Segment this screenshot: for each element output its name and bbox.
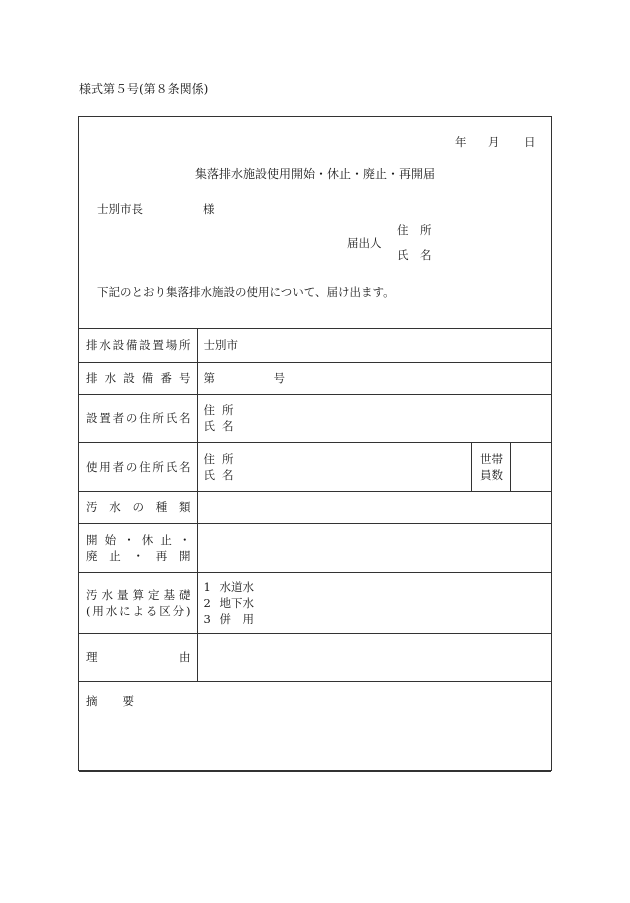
user-address-label-2: 所 xyxy=(222,451,234,466)
date-year-label: 年 xyxy=(455,135,467,149)
summary-label-b: 要 xyxy=(122,693,134,708)
fields-table xyxy=(79,329,551,772)
calc-basis-label-cell xyxy=(79,572,197,633)
addressee-honorific: 様 xyxy=(203,202,215,216)
notifier-label: 届出人 xyxy=(347,236,382,250)
form-frame xyxy=(78,116,552,771)
reason-label-cell xyxy=(79,633,197,681)
calc-option-1[interactable]: 1 水道水 xyxy=(203,579,254,594)
location-label: 排 水 設 備 設 置 場 所 xyxy=(86,338,191,353)
location-value-cell[interactable] xyxy=(197,329,551,362)
table-row-status xyxy=(79,523,551,572)
number-label: 排 水 設 備 番 号 xyxy=(86,371,191,385)
reason-label-b: 由 xyxy=(179,650,191,664)
table-row-summary xyxy=(79,681,551,771)
date-month-label: 月 xyxy=(488,135,500,149)
user-value-cell[interactable] xyxy=(197,442,472,491)
status-label-line2: 廃 止 ・ 再 開 xyxy=(86,548,191,563)
household-label-cell xyxy=(472,442,511,491)
household-label-line2: 員数 xyxy=(479,467,503,482)
installer-address-label-2: 所 xyxy=(222,403,234,417)
user-name-label-2: 名 xyxy=(222,467,234,482)
user-address-label: 住 xyxy=(203,451,215,466)
location-value: 士別市 xyxy=(203,338,238,353)
user-label-cell xyxy=(79,442,197,491)
form-number: 様式第５号(第８条関係) xyxy=(79,82,209,96)
notifier-address-label: 住 所 xyxy=(397,223,432,237)
summary-label-a: 摘 xyxy=(86,693,98,708)
table-row-user xyxy=(79,442,551,491)
statement-text: 下記のとおり集落排水施設の使用について、届け出ます。 xyxy=(97,285,395,299)
summary-cell[interactable] xyxy=(79,681,551,771)
reason-value-cell[interactable] xyxy=(197,633,551,681)
status-label-line1: 開 始 ・ 休 止 ・ xyxy=(86,532,191,547)
table-row-calc-basis xyxy=(79,572,551,633)
number-suffix: 号 xyxy=(273,371,285,385)
status-label-cell xyxy=(79,523,197,572)
calc-option-3[interactable]: 3 併 用 xyxy=(203,611,254,626)
notifier-name-label: 氏 名 xyxy=(397,248,432,262)
form-header xyxy=(79,117,551,329)
table-row-installer xyxy=(79,394,551,442)
number-value-cell[interactable] xyxy=(197,362,551,394)
installer-value-cell[interactable] xyxy=(197,394,551,442)
table-row-reason xyxy=(79,633,551,681)
calc-option-2[interactable]: 2 地下水 xyxy=(203,595,254,610)
calc-basis-label-line2: ( 用 水 に よ る 区 分 ) xyxy=(86,603,191,618)
installer-name-label: 氏 xyxy=(203,419,215,433)
sewage-type-value-cell[interactable] xyxy=(197,491,551,523)
number-label-cell xyxy=(79,362,197,394)
number-prefix: 第 xyxy=(203,371,215,385)
date-day-label: 日 xyxy=(524,135,536,149)
household-value-cell[interactable] xyxy=(511,442,551,491)
reason-label-a: 理 xyxy=(86,650,98,664)
table-row-sewage-type xyxy=(79,491,551,523)
user-label: 使 用 者 の 住 所 氏 名 xyxy=(86,459,191,474)
calc-basis-label-line1: 汚 水 量 算 定 基 礎 xyxy=(86,587,191,602)
status-value-cell[interactable] xyxy=(197,523,551,572)
location-label-cell xyxy=(79,329,197,362)
table-row-location xyxy=(79,329,551,362)
addressee-name: 士別市長 xyxy=(97,202,143,216)
installer-label-cell xyxy=(79,394,197,442)
installer-name-label-2: 名 xyxy=(222,419,234,433)
form-title: 集落排水施設使用開始・休止・廃止・再開届 xyxy=(194,167,435,181)
sewage-type-label-cell xyxy=(79,491,197,523)
calc-basis-value-cell xyxy=(197,572,551,633)
table-row-number xyxy=(79,362,551,394)
sewage-type-label: 汚 水 の 種 類 xyxy=(86,500,191,514)
household-label-line1: 世帯 xyxy=(479,451,503,466)
installer-address-label: 住 xyxy=(203,403,215,417)
user-name-label: 氏 xyxy=(203,467,215,482)
installer-label: 設 置 者 の 住 所 氏 名 xyxy=(86,411,191,425)
